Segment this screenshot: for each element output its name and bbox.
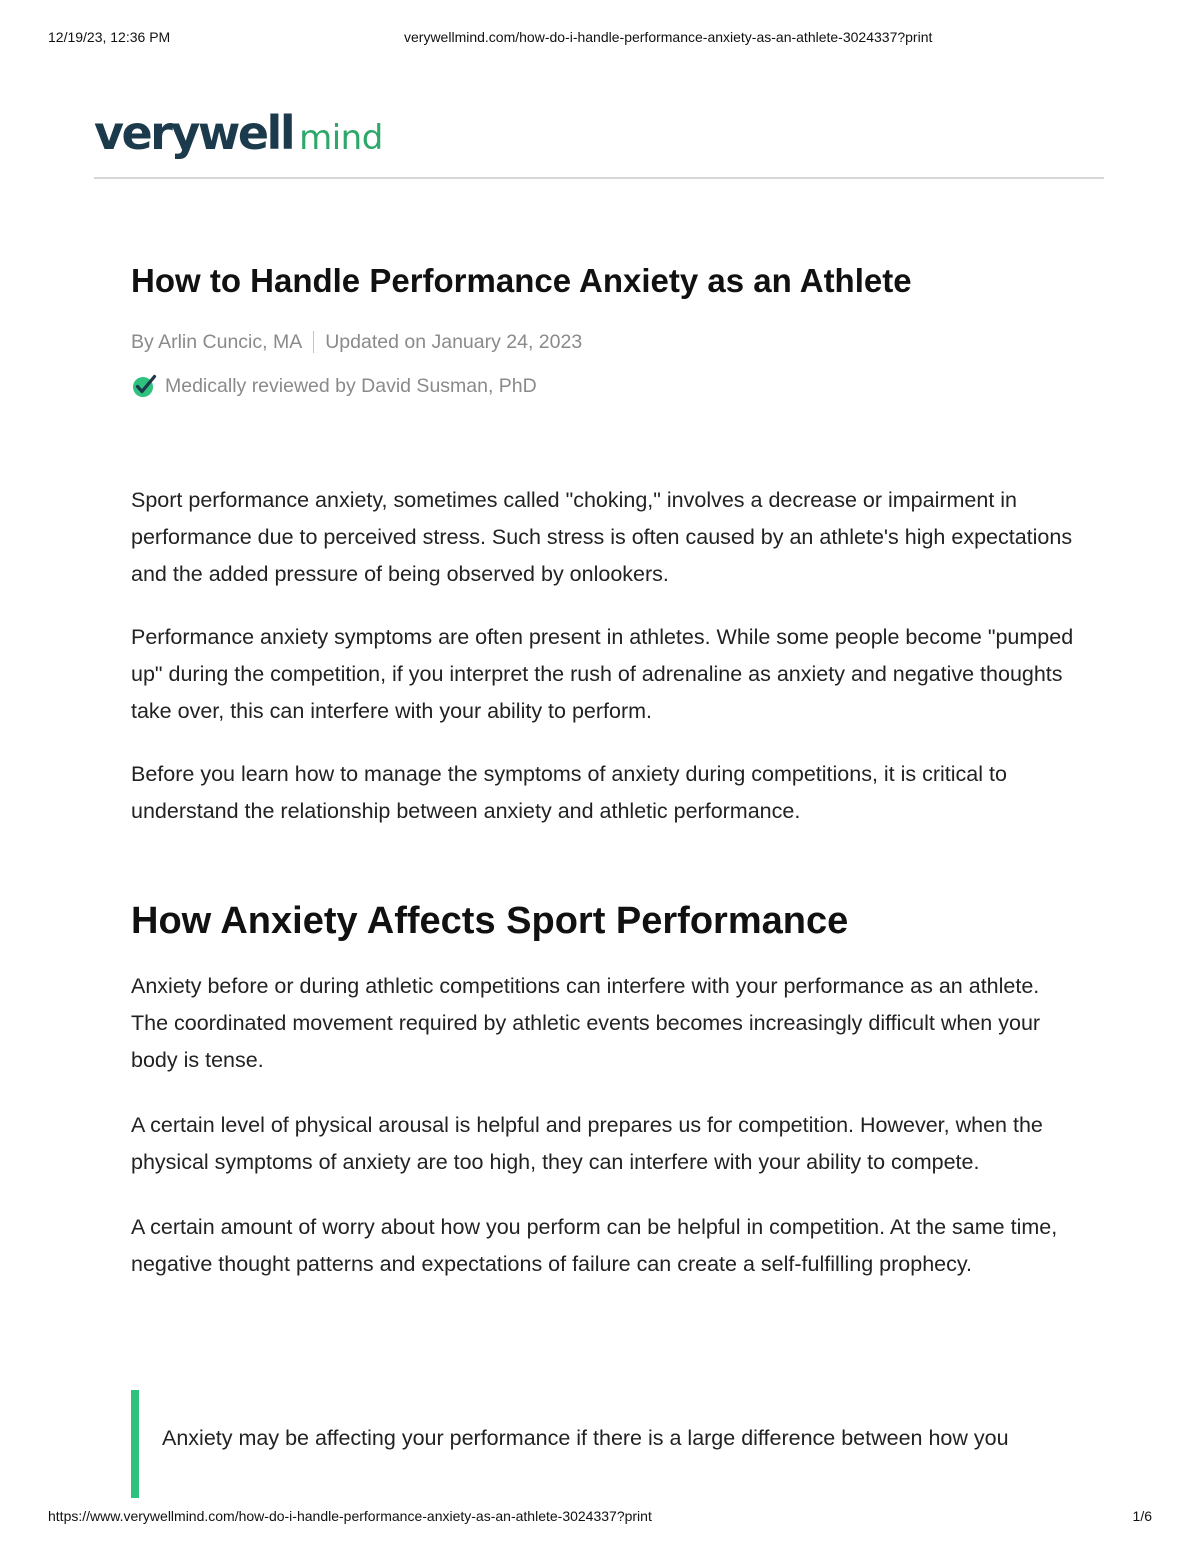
reviewer[interactable]: Medically reviewed by David Susman, PhD <box>165 374 537 397</box>
section-heading: How Anxiety Affects Sport Performance <box>131 900 849 942</box>
author[interactable]: By Arlin Cuncic, MA <box>131 330 303 353</box>
checkmark-badge-icon <box>131 373 157 399</box>
section-paragraph-1: Anxiety before or during athletic competitions can interfere with your performance as an athlete. The coordinated movement required by athletic events becomes increasingly difficult when your body is tense. <box>131 974 1041 1072</box>
print-datetime: 12/19/23, 12:36 PM <box>48 29 171 45</box>
medical-review <box>131 372 1081 400</box>
byline-separator <box>313 331 314 353</box>
intro-paragraph-1: Sport performance anxiety, sometimes called "choking," involves a decrease or impairment in performance due to perceived stress. Such stress is often caused by an athlete's high expectations and the added pressure of being observed by onlookers. <box>131 488 1073 586</box>
byline <box>131 328 1081 356</box>
header-divider <box>94 177 1104 179</box>
site-logo[interactable] <box>94 106 383 166</box>
callout-accent-bar <box>131 1390 139 1498</box>
logo-brand: verywell <box>94 106 294 160</box>
section-paragraph-3: A certain amount of worry about how you perform can be helpful in competition. At the same time, negative thought patterns and expectations of failure can create a self-fulfilling prophecy. <box>131 1215 1058 1276</box>
logo-sub: mind <box>299 118 383 158</box>
section-paragraph-2: A certain level of physical arousal is helpful and prepares us for competition. However, when the physical symptoms of anxiety are too high, they can interfere with your ability to compete. <box>131 1113 1043 1174</box>
article-title: How to Handle Performance Anxiety as an Athlete <box>131 262 912 299</box>
footer-url: https://www.verywellmind.com/how-do-i-handle-performance-anxiety-as-an-athlete-3024337?print <box>48 1508 652 1524</box>
callout-box <box>131 1390 1091 1498</box>
intro-paragraph-2: Performance anxiety symptoms are often present in athletes. While some people become "pumped up" during the competition, if you interpret the rush of adrenaline as anxiety and negative thoughts take over, this can interfere with your ability to perform. <box>131 625 1074 723</box>
callout-text: Anxiety may be affecting your performance if there is a large difference between how you <box>162 1426 1009 1450</box>
page-number: 1/6 <box>1132 1508 1152 1524</box>
updated-date: Updated on January 24, 2023 <box>325 330 583 353</box>
print-header <box>48 29 1152 47</box>
article <box>131 258 1081 1283</box>
print-footer <box>48 1508 1152 1526</box>
print-url: verywellmind.com/how-do-i-handle-performance-anxiety-as-an-athlete-3024337?print <box>404 29 933 45</box>
intro-paragraph-3: Before you learn how to manage the symptoms of anxiety during competitions, it is critical to understand the relationship between anxiety and athletic performance. <box>131 762 1007 823</box>
